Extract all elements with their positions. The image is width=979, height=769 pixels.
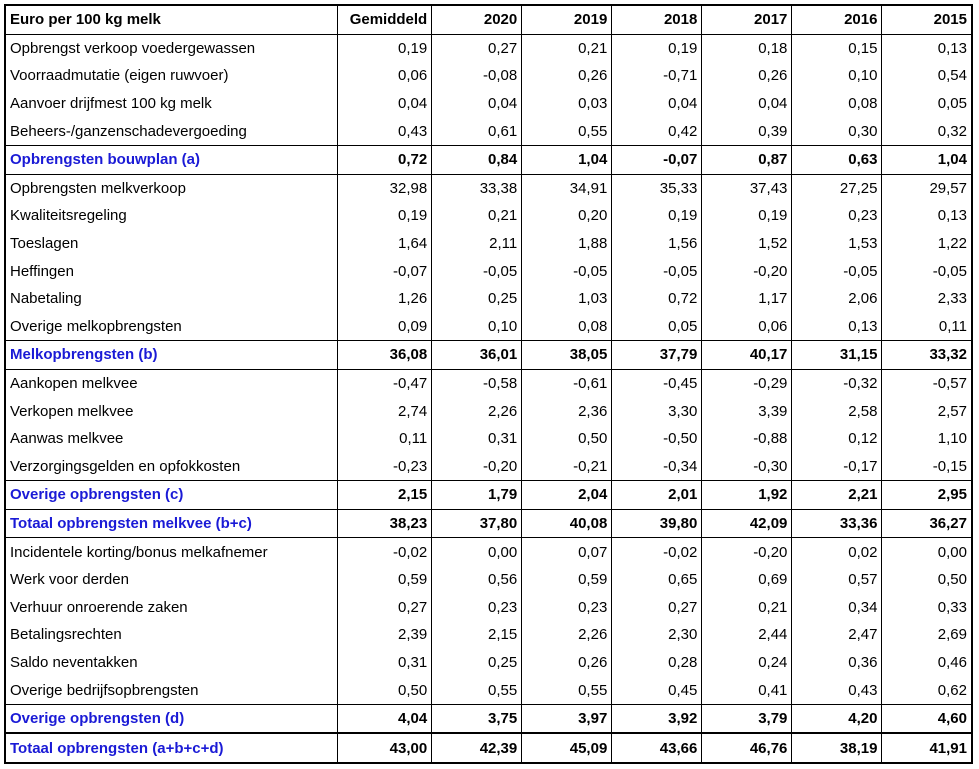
table-row	[5, 117, 972, 145]
cell-value: 2,30	[612, 621, 702, 649]
cell-value: 0,20	[522, 202, 612, 230]
cell-value: -0,05	[612, 257, 702, 285]
table-row	[5, 230, 972, 258]
cell-value: -0,15	[882, 453, 972, 481]
row-label: Overige opbrengsten (d)	[5, 704, 338, 733]
cell-value: 0,30	[792, 117, 882, 145]
cell-value: 2,95	[882, 481, 972, 510]
table-body	[5, 34, 972, 763]
cell-value: 0,23	[432, 593, 522, 621]
cell-value: 2,04	[522, 481, 612, 510]
cell-value: 0,12	[792, 425, 882, 453]
cell-average: 1,26	[338, 285, 432, 313]
row-label: Verhuur onroerende zaken	[5, 593, 338, 621]
row-label: Opbrengst verkoop voedergewassen	[5, 34, 338, 62]
grand-total-row	[5, 733, 972, 763]
row-label: Opbrengsten bouwplan (a)	[5, 145, 338, 174]
cell-value: 0,18	[702, 34, 792, 62]
cell-value: 1,22	[882, 230, 972, 258]
cell-value: -0,71	[612, 62, 702, 90]
cell-value: 31,15	[792, 341, 882, 370]
cell-value: 1,88	[522, 230, 612, 258]
cell-value: -0,05	[792, 257, 882, 285]
cell-value: 0,00	[882, 538, 972, 566]
cell-value: 0,26	[702, 62, 792, 90]
cell-average: 1,64	[338, 230, 432, 258]
cell-average: 38,23	[338, 509, 432, 538]
subtotal-row	[5, 704, 972, 733]
cell-average: 0,04	[338, 90, 432, 118]
row-label: Werk voor derden	[5, 566, 338, 594]
cell-value: 45,09	[522, 733, 612, 763]
cell-value: -0,57	[882, 369, 972, 397]
row-label: Overige melkopbrengsten	[5, 313, 338, 341]
cell-value: 37,43	[702, 174, 792, 202]
cell-value: 1,52	[702, 230, 792, 258]
cell-value: 2,44	[702, 621, 792, 649]
cell-average: 36,08	[338, 341, 432, 370]
cell-average: 0,59	[338, 566, 432, 594]
table-row	[5, 621, 972, 649]
cell-value: 0,13	[792, 313, 882, 341]
cell-value: 0,24	[702, 649, 792, 677]
cell-value: 0,08	[792, 90, 882, 118]
cell-value: 2,36	[522, 397, 612, 425]
cell-value: 1,17	[702, 285, 792, 313]
cell-value: 33,32	[882, 341, 972, 370]
cell-value: 0,50	[882, 566, 972, 594]
cell-value: 0,11	[882, 313, 972, 341]
row-label: Overige opbrengsten (c)	[5, 481, 338, 510]
cell-value: -0,32	[792, 369, 882, 397]
cell-value: 1,92	[702, 481, 792, 510]
row-label: Kwaliteitsregeling	[5, 202, 338, 230]
cell-average: -0,02	[338, 538, 432, 566]
table-row	[5, 369, 972, 397]
cell-value: 29,57	[882, 174, 972, 202]
cell-average: 2,74	[338, 397, 432, 425]
cell-value: 0,32	[882, 117, 972, 145]
subtotal-row	[5, 341, 972, 370]
cell-average: -0,07	[338, 257, 432, 285]
cell-value: 0,23	[792, 202, 882, 230]
cell-value: 0,21	[432, 202, 522, 230]
row-label: Aanvoer drijfmest 100 kg melk	[5, 90, 338, 118]
revenue-table-container	[4, 4, 973, 764]
table-row	[5, 453, 972, 481]
cell-value: 0,55	[522, 676, 612, 704]
row-label: Melkopbrengsten (b)	[5, 341, 338, 370]
cell-value: 1,04	[522, 145, 612, 174]
subtotal-row	[5, 509, 972, 538]
cell-value: 0,55	[432, 676, 522, 704]
cell-value: 0,04	[432, 90, 522, 118]
cell-value: 1,10	[882, 425, 972, 453]
cell-value: 2,01	[612, 481, 702, 510]
cell-value: 0,21	[702, 593, 792, 621]
cell-value: 43,66	[612, 733, 702, 763]
row-label: Betalingsrechten	[5, 621, 338, 649]
cell-value: 37,80	[432, 509, 522, 538]
cell-value: -0,20	[702, 538, 792, 566]
cell-value: 0,19	[702, 202, 792, 230]
cell-value: 39,80	[612, 509, 702, 538]
cell-value: 2,26	[522, 621, 612, 649]
cell-value: 0,25	[432, 649, 522, 677]
column-header-year: 2019	[522, 5, 612, 34]
column-header-year: 2018	[612, 5, 702, 34]
cell-average: 0,50	[338, 676, 432, 704]
cell-value: 1,03	[522, 285, 612, 313]
table-row	[5, 62, 972, 90]
cell-value: -0,07	[612, 145, 702, 174]
cell-average: 0,11	[338, 425, 432, 453]
cell-value: 42,39	[432, 733, 522, 763]
table-row	[5, 676, 972, 704]
cell-value: 0,65	[612, 566, 702, 594]
cell-value: 3,92	[612, 704, 702, 733]
cell-value: 0,25	[432, 285, 522, 313]
cell-value: 1,04	[882, 145, 972, 174]
table-row	[5, 313, 972, 341]
cell-value: 0,63	[792, 145, 882, 174]
cell-value: 0,54	[882, 62, 972, 90]
row-label: Verkopen melkvee	[5, 397, 338, 425]
cell-value: 0,69	[702, 566, 792, 594]
cell-value: 2,57	[882, 397, 972, 425]
cell-value: -0,20	[702, 257, 792, 285]
cell-average: 0,19	[338, 34, 432, 62]
table-row	[5, 174, 972, 202]
column-header-year: 2015	[882, 5, 972, 34]
table-row	[5, 202, 972, 230]
cell-value: 2,58	[792, 397, 882, 425]
row-label: Nabetaling	[5, 285, 338, 313]
cell-value: 0,41	[702, 676, 792, 704]
cell-value: 2,06	[792, 285, 882, 313]
cell-value: -0,20	[432, 453, 522, 481]
column-header-year: 2017	[702, 5, 792, 34]
cell-value: 0,55	[522, 117, 612, 145]
column-header-average: Gemiddeld	[338, 5, 432, 34]
subtotal-row	[5, 145, 972, 174]
cell-value: 0,10	[792, 62, 882, 90]
cell-value: 0,07	[522, 538, 612, 566]
column-header-label: Euro per 100 kg melk	[5, 5, 338, 34]
cell-value: 0,43	[792, 676, 882, 704]
cell-value: 0,45	[612, 676, 702, 704]
cell-value: -0,05	[432, 257, 522, 285]
cell-value: 0,61	[432, 117, 522, 145]
row-label: Saldo neventakken	[5, 649, 338, 677]
row-label: Verzorgingsgelden en opfokkosten	[5, 453, 338, 481]
cell-value: -0,17	[792, 453, 882, 481]
cell-value: -0,45	[612, 369, 702, 397]
cell-value: 0,39	[702, 117, 792, 145]
cell-value: 0,19	[612, 34, 702, 62]
cell-value: 0,27	[612, 593, 702, 621]
cell-value: 40,17	[702, 341, 792, 370]
column-header-year: 2020	[432, 5, 522, 34]
cell-value: 42,09	[702, 509, 792, 538]
cell-value: 0,84	[432, 145, 522, 174]
cell-value: 0,28	[612, 649, 702, 677]
cell-value: 41,91	[882, 733, 972, 763]
cell-value: -0,30	[702, 453, 792, 481]
cell-value: 0,87	[702, 145, 792, 174]
row-label: Aanwas melkvee	[5, 425, 338, 453]
cell-value: 38,05	[522, 341, 612, 370]
subtotal-row	[5, 481, 972, 510]
cell-value: -0,05	[882, 257, 972, 285]
cell-value: 27,25	[792, 174, 882, 202]
cell-average: -0,47	[338, 369, 432, 397]
cell-value: 46,76	[702, 733, 792, 763]
cell-average: 2,15	[338, 481, 432, 510]
cell-value: -0,29	[702, 369, 792, 397]
cell-value: 0,05	[612, 313, 702, 341]
row-label: Overige bedrijfsopbrengsten	[5, 676, 338, 704]
cell-value: -0,58	[432, 369, 522, 397]
cell-average: 0,06	[338, 62, 432, 90]
table-row	[5, 397, 972, 425]
cell-value: 33,36	[792, 509, 882, 538]
cell-value: 0,31	[432, 425, 522, 453]
cell-value: 0,56	[432, 566, 522, 594]
cell-average: 0,09	[338, 313, 432, 341]
cell-value: 0,26	[522, 649, 612, 677]
row-label: Toeslagen	[5, 230, 338, 258]
cell-value: 0,34	[792, 593, 882, 621]
row-label: Voorraadmutatie (eigen ruwvoer)	[5, 62, 338, 90]
cell-average: 0,43	[338, 117, 432, 145]
cell-value: 0,59	[522, 566, 612, 594]
cell-value: 3,79	[702, 704, 792, 733]
cell-value: 0,42	[612, 117, 702, 145]
cell-value: -0,08	[432, 62, 522, 90]
cell-value: 0,27	[432, 34, 522, 62]
cell-value: -0,02	[612, 538, 702, 566]
cell-average: 43,00	[338, 733, 432, 763]
cell-average: 0,31	[338, 649, 432, 677]
table-row	[5, 538, 972, 566]
cell-value: -0,21	[522, 453, 612, 481]
cell-value: 40,08	[522, 509, 612, 538]
row-label: Totaal opbrengsten melkvee (b+c)	[5, 509, 338, 538]
cell-value: 3,97	[522, 704, 612, 733]
table-header-row	[5, 5, 972, 34]
cell-value: -0,50	[612, 425, 702, 453]
cell-average: 0,19	[338, 202, 432, 230]
cell-value: 0,05	[882, 90, 972, 118]
cell-value: 0,04	[612, 90, 702, 118]
cell-value: 2,15	[432, 621, 522, 649]
table-row	[5, 257, 972, 285]
cell-average: 4,04	[338, 704, 432, 733]
row-label: Heffingen	[5, 257, 338, 285]
cell-value: 37,79	[612, 341, 702, 370]
row-label: Beheers-/ganzenschadevergoeding	[5, 117, 338, 145]
row-label: Aankopen melkvee	[5, 369, 338, 397]
cell-value: 0,08	[522, 313, 612, 341]
cell-value: 0,21	[522, 34, 612, 62]
cell-value: 0,13	[882, 202, 972, 230]
cell-value: 33,38	[432, 174, 522, 202]
column-header-year: 2016	[792, 5, 882, 34]
table-row	[5, 34, 972, 62]
table-row	[5, 593, 972, 621]
cell-value: -0,88	[702, 425, 792, 453]
table-row	[5, 90, 972, 118]
cell-value: 1,79	[432, 481, 522, 510]
table-row	[5, 649, 972, 677]
cell-average: 0,72	[338, 145, 432, 174]
cell-value: 0,04	[702, 90, 792, 118]
table-row	[5, 425, 972, 453]
cell-value: 3,39	[702, 397, 792, 425]
cell-value: 0,13	[882, 34, 972, 62]
cell-average: 32,98	[338, 174, 432, 202]
cell-value: 0,26	[522, 62, 612, 90]
cell-value: 0,02	[792, 538, 882, 566]
cell-value: 0,36	[792, 649, 882, 677]
cell-value: 0,57	[792, 566, 882, 594]
cell-value: 0,10	[432, 313, 522, 341]
cell-value: 0,03	[522, 90, 612, 118]
revenue-table	[4, 4, 973, 764]
cell-value: 2,47	[792, 621, 882, 649]
cell-value: 0,62	[882, 676, 972, 704]
cell-value: 1,56	[612, 230, 702, 258]
cell-value: -0,34	[612, 453, 702, 481]
cell-value: 36,27	[882, 509, 972, 538]
cell-value: 34,91	[522, 174, 612, 202]
cell-value: 1,53	[792, 230, 882, 258]
cell-value: 0,15	[792, 34, 882, 62]
cell-value: 2,26	[432, 397, 522, 425]
cell-value: -0,61	[522, 369, 612, 397]
cell-average: 2,39	[338, 621, 432, 649]
cell-value: 2,33	[882, 285, 972, 313]
cell-value: 0,50	[522, 425, 612, 453]
table-row	[5, 285, 972, 313]
cell-average: -0,23	[338, 453, 432, 481]
cell-value: 2,69	[882, 621, 972, 649]
row-label: Opbrengsten melkverkoop	[5, 174, 338, 202]
cell-value: 35,33	[612, 174, 702, 202]
table-row	[5, 566, 972, 594]
cell-value: -0,05	[522, 257, 612, 285]
cell-value: 0,19	[612, 202, 702, 230]
cell-value: 0,23	[522, 593, 612, 621]
cell-value: 0,72	[612, 285, 702, 313]
cell-value: 2,11	[432, 230, 522, 258]
cell-value: 4,20	[792, 704, 882, 733]
cell-value: 3,75	[432, 704, 522, 733]
cell-value: 2,21	[792, 481, 882, 510]
cell-value: 0,06	[702, 313, 792, 341]
row-label: Incidentele korting/bonus melkafnemer	[5, 538, 338, 566]
cell-value: 0,33	[882, 593, 972, 621]
cell-value: 0,46	[882, 649, 972, 677]
cell-average: 0,27	[338, 593, 432, 621]
cell-value: 3,30	[612, 397, 702, 425]
cell-value: 38,19	[792, 733, 882, 763]
cell-value: 4,60	[882, 704, 972, 733]
row-label: Totaal opbrengsten (a+b+c+d)	[5, 733, 338, 763]
cell-value: 0,00	[432, 538, 522, 566]
cell-value: 36,01	[432, 341, 522, 370]
